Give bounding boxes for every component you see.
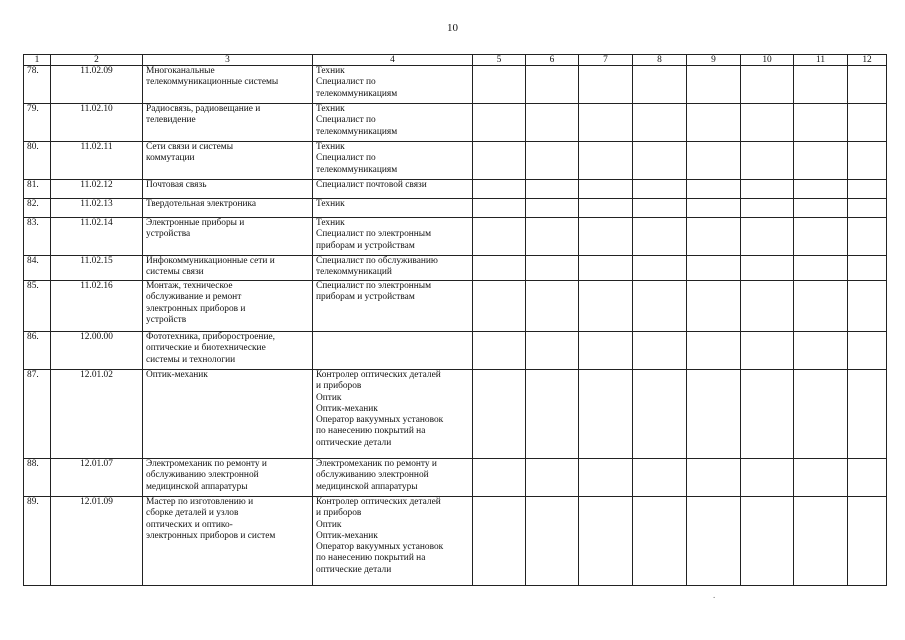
qualification-line: и приборов bbox=[316, 381, 362, 392]
column-number-5: 5 bbox=[473, 55, 526, 66]
column-number-row bbox=[24, 55, 887, 66]
qualification-cell bbox=[313, 332, 473, 370]
qualification-line: Техник bbox=[316, 104, 345, 114]
empty-cell-col-9 bbox=[687, 180, 741, 199]
empty-cell-col-9 bbox=[687, 199, 741, 218]
empty-cell-col-5 bbox=[473, 199, 526, 218]
empty-cell-col-12 bbox=[848, 66, 887, 104]
qualification-line: Техник bbox=[316, 218, 345, 228]
qualification-line: по нанесению покрытий на bbox=[316, 426, 426, 437]
specialty-name-cell bbox=[143, 218, 313, 256]
empty-cell-col-11 bbox=[794, 497, 848, 586]
column-number-11: 11 bbox=[794, 55, 848, 66]
empty-cell-col-9 bbox=[687, 142, 741, 180]
specialty-name-cell bbox=[143, 459, 313, 497]
row-number-cell: 79. bbox=[24, 104, 51, 142]
empty-cell-col-9 bbox=[687, 256, 741, 281]
table-row bbox=[24, 497, 887, 586]
empty-cell-col-6 bbox=[526, 497, 579, 586]
row-number-cell: 81. bbox=[24, 180, 51, 199]
specialty-code-cell: 11.02.09 bbox=[51, 66, 143, 104]
empty-cell-col-8 bbox=[633, 256, 687, 281]
qualification-line: Техник bbox=[316, 199, 345, 209]
row-number-cell: 86. bbox=[24, 332, 51, 370]
empty-cell-col-5 bbox=[473, 104, 526, 142]
qualification-cell bbox=[313, 104, 473, 142]
empty-cell-col-9 bbox=[687, 104, 741, 142]
empty-cell-col-12 bbox=[848, 104, 887, 142]
empty-cell-col-6 bbox=[526, 199, 579, 218]
specialty-code-cell: 11.02.11 bbox=[51, 142, 143, 180]
empty-cell-col-11 bbox=[794, 180, 848, 199]
empty-cell-col-9 bbox=[687, 459, 741, 497]
empty-cell-col-7 bbox=[579, 104, 633, 142]
qualification-line: приборам и устройствам bbox=[316, 240, 415, 251]
specialty-name-line: оптические и биотехнические bbox=[146, 343, 266, 354]
table-row bbox=[24, 256, 887, 281]
table-row bbox=[24, 281, 887, 332]
empty-cell-col-11 bbox=[794, 199, 848, 218]
empty-cell-col-5 bbox=[473, 370, 526, 459]
qualification-cell bbox=[313, 459, 473, 497]
qualification-line: Специалист по обслуживанию bbox=[316, 256, 438, 266]
specialty-name-line: Радиосвязь, радиовещание и bbox=[146, 104, 261, 114]
qualification-cell bbox=[313, 281, 473, 332]
qualification-line: Оператор вакуумных установок bbox=[316, 415, 444, 426]
empty-cell-col-10 bbox=[741, 199, 794, 218]
row-number-cell: 82. bbox=[24, 199, 51, 218]
specialty-name-line: Сети связи и системы bbox=[146, 142, 234, 152]
empty-cell-col-6 bbox=[526, 281, 579, 332]
empty-cell-col-10 bbox=[741, 332, 794, 370]
empty-cell-col-12 bbox=[848, 142, 887, 180]
column-number-8: 8 bbox=[633, 55, 687, 66]
empty-cell-col-5 bbox=[473, 281, 526, 332]
empty-cell-col-5 bbox=[473, 459, 526, 497]
specialty-name-cell bbox=[143, 497, 313, 586]
specialty-name-line: Монтаж, техническое bbox=[146, 281, 233, 291]
empty-cell-col-6 bbox=[526, 218, 579, 256]
empty-cell-col-9 bbox=[687, 332, 741, 370]
row-number-cell: 88. bbox=[24, 459, 51, 497]
specialty-name-line: Фототехника, приборостроение, bbox=[146, 332, 275, 342]
empty-cell-col-7 bbox=[579, 459, 633, 497]
empty-cell-col-8 bbox=[633, 281, 687, 332]
specialty-name-line: устройства bbox=[146, 229, 191, 240]
empty-cell-col-8 bbox=[633, 459, 687, 497]
empty-cell-col-9 bbox=[687, 370, 741, 459]
qualification-line: обслуживанию электронной bbox=[316, 470, 429, 481]
empty-cell-col-10 bbox=[741, 281, 794, 332]
table-row bbox=[24, 104, 887, 142]
empty-cell-col-7 bbox=[579, 256, 633, 281]
specialty-name-cell bbox=[143, 256, 313, 281]
empty-cell-col-10 bbox=[741, 497, 794, 586]
empty-cell-col-11 bbox=[794, 281, 848, 332]
specialty-code-cell: 12.01.02 bbox=[51, 370, 143, 459]
empty-cell-col-12 bbox=[848, 218, 887, 256]
qualification-line: оптические детали bbox=[316, 437, 392, 448]
empty-cell-col-8 bbox=[633, 142, 687, 180]
empty-cell-col-11 bbox=[794, 218, 848, 256]
empty-cell-col-10 bbox=[741, 66, 794, 104]
empty-cell-col-9 bbox=[687, 497, 741, 586]
qualification-line: Оптик bbox=[316, 519, 342, 530]
empty-cell-col-10 bbox=[741, 218, 794, 256]
column-number-4: 4 bbox=[313, 55, 473, 66]
empty-cell-col-12 bbox=[848, 497, 887, 586]
specialty-name-cell bbox=[143, 281, 313, 332]
qualification-line: Контролер оптических деталей bbox=[316, 497, 441, 507]
empty-cell-col-12 bbox=[848, 332, 887, 370]
specialty-code-cell: 12.00.00 bbox=[51, 332, 143, 370]
empty-cell-col-7 bbox=[579, 180, 633, 199]
qualification-line: Техник bbox=[316, 66, 345, 76]
row-number-cell: 89. bbox=[24, 497, 51, 586]
qualification-line: медицинской аппаратуры bbox=[316, 481, 418, 492]
specialty-name-line: Электромеханик по ремонту и bbox=[146, 459, 267, 469]
specialty-name-cell bbox=[143, 199, 313, 218]
empty-cell-col-7 bbox=[579, 199, 633, 218]
specialty-name-line: устройств bbox=[146, 314, 187, 325]
specialty-code-cell: 11.02.16 bbox=[51, 281, 143, 332]
row-number-cell: 78. bbox=[24, 66, 51, 104]
empty-cell-col-7 bbox=[579, 332, 633, 370]
specialty-name-line: Инфокоммуникационные сети и bbox=[146, 256, 275, 266]
specialty-name-cell bbox=[143, 180, 313, 199]
qualification-line: телекоммуникаций bbox=[316, 267, 392, 278]
specialty-code-cell: 11.02.15 bbox=[51, 256, 143, 281]
table-row bbox=[24, 218, 887, 256]
qualification-line: Техник bbox=[316, 142, 345, 152]
empty-cell-col-11 bbox=[794, 66, 848, 104]
table-row bbox=[24, 459, 887, 497]
empty-cell-col-7 bbox=[579, 142, 633, 180]
specialty-name-cell bbox=[143, 142, 313, 180]
empty-cell-col-8 bbox=[633, 370, 687, 459]
specialty-name-line: обслуживание и ремонт bbox=[146, 292, 242, 303]
empty-cell-col-11 bbox=[794, 142, 848, 180]
specialty-code-cell: 11.02.14 bbox=[51, 218, 143, 256]
specialty-name-line: Электронные приборы и bbox=[146, 218, 245, 228]
empty-cell-col-12 bbox=[848, 180, 887, 199]
empty-cell-col-7 bbox=[579, 281, 633, 332]
empty-cell-col-8 bbox=[633, 497, 687, 586]
empty-cell-col-6 bbox=[526, 142, 579, 180]
empty-cell-col-5 bbox=[473, 218, 526, 256]
qualification-line: и приборов bbox=[316, 508, 362, 519]
qualification-cell bbox=[313, 218, 473, 256]
empty-cell-col-12 bbox=[848, 256, 887, 281]
qualification-line: Специалист почтовой связи bbox=[316, 180, 427, 190]
qualification-cell bbox=[313, 370, 473, 459]
specialty-name-cell bbox=[143, 66, 313, 104]
qualification-line: Специалист по электронным bbox=[316, 281, 432, 291]
qualification-line: телекоммуникациям bbox=[316, 126, 398, 137]
column-number-3: 3 bbox=[143, 55, 313, 66]
qualification-cell bbox=[313, 497, 473, 586]
empty-cell-col-9 bbox=[687, 66, 741, 104]
table-row bbox=[24, 370, 887, 459]
page-number: 10 bbox=[447, 22, 458, 34]
specialty-name-line: медицинской аппаратуры bbox=[146, 481, 248, 492]
empty-cell-col-12 bbox=[848, 370, 887, 459]
specialty-name-line: сборке деталей и узлов bbox=[146, 508, 239, 519]
row-number-cell: 87. bbox=[24, 370, 51, 459]
specialty-name-line: телекоммуникационные системы bbox=[146, 77, 279, 88]
empty-cell-col-8 bbox=[633, 199, 687, 218]
empty-cell-col-5 bbox=[473, 142, 526, 180]
qualification-cell bbox=[313, 256, 473, 281]
specialty-name-line: обслуживанию электронной bbox=[146, 470, 259, 481]
empty-cell-col-5 bbox=[473, 497, 526, 586]
specialty-code-cell: 12.01.09 bbox=[51, 497, 143, 586]
empty-cell-col-8 bbox=[633, 66, 687, 104]
row-number-cell: 85. bbox=[24, 281, 51, 332]
column-number-10: 10 bbox=[741, 55, 794, 66]
qualification-line: Специалист по электронным bbox=[316, 229, 432, 240]
specialty-name-line: оптических и оптико- bbox=[146, 519, 233, 530]
empty-cell-col-11 bbox=[794, 370, 848, 459]
qualification-cell bbox=[313, 142, 473, 180]
specialty-name-line: Твердотельная электроника bbox=[146, 199, 257, 209]
table-row bbox=[24, 332, 887, 370]
empty-cell-col-11 bbox=[794, 104, 848, 142]
specialty-code-cell: 12.01.07 bbox=[51, 459, 143, 497]
table-row bbox=[24, 199, 887, 218]
empty-cell-col-12 bbox=[848, 459, 887, 497]
qualification-line: Оптик bbox=[316, 392, 342, 403]
qualification-cell bbox=[313, 199, 473, 218]
empty-cell-col-11 bbox=[794, 459, 848, 497]
qualification-line: Оптик-механик bbox=[316, 530, 378, 541]
empty-cell-col-8 bbox=[633, 218, 687, 256]
specialty-name-line: электронных приборов и bbox=[146, 303, 246, 314]
qualification-line: телекоммуникациям bbox=[316, 88, 398, 99]
table-row bbox=[24, 66, 887, 104]
scan-mark: . bbox=[713, 590, 716, 600]
empty-cell-col-11 bbox=[794, 332, 848, 370]
specialty-name-line: Оптик-механик bbox=[146, 370, 208, 380]
row-number-cell: 83. bbox=[24, 218, 51, 256]
specialties-table bbox=[23, 54, 887, 586]
table-row bbox=[24, 142, 887, 180]
column-number-2: 2 bbox=[51, 55, 143, 66]
empty-cell-col-6 bbox=[526, 104, 579, 142]
qualification-line: Электромеханик по ремонту и bbox=[316, 459, 437, 469]
table-row bbox=[24, 180, 887, 199]
qualification-line: телекоммуникациям bbox=[316, 164, 398, 175]
empty-cell-col-7 bbox=[579, 370, 633, 459]
empty-cell-col-6 bbox=[526, 370, 579, 459]
qualification-line: Контролер оптических деталей bbox=[316, 370, 441, 380]
empty-cell-col-10 bbox=[741, 104, 794, 142]
specialty-name-line: Почтовая связь bbox=[146, 180, 207, 190]
empty-cell-col-6 bbox=[526, 66, 579, 104]
specialty-code-cell: 11.02.10 bbox=[51, 104, 143, 142]
qualification-line: приборам и устройствам bbox=[316, 292, 415, 303]
specialty-name-line: Многоканальные bbox=[146, 66, 215, 76]
specialty-name-line: системы связи bbox=[146, 267, 204, 278]
empty-cell-col-8 bbox=[633, 180, 687, 199]
specialty-name-cell bbox=[143, 370, 313, 459]
column-number-7: 7 bbox=[579, 55, 633, 66]
empty-cell-col-10 bbox=[741, 370, 794, 459]
specialty-name-line: коммутации bbox=[146, 153, 195, 164]
empty-cell-col-6 bbox=[526, 332, 579, 370]
empty-cell-col-6 bbox=[526, 180, 579, 199]
empty-cell-col-6 bbox=[526, 256, 579, 281]
empty-cell-col-6 bbox=[526, 459, 579, 497]
empty-cell-col-5 bbox=[473, 256, 526, 281]
specialty-name-line: системы и технологии bbox=[146, 354, 236, 365]
column-number-6: 6 bbox=[526, 55, 579, 66]
qualification-cell bbox=[313, 180, 473, 199]
qualification-line: Специалист по bbox=[316, 153, 376, 164]
column-number-9: 9 bbox=[687, 55, 741, 66]
empty-cell-col-9 bbox=[687, 281, 741, 332]
empty-cell-col-5 bbox=[473, 332, 526, 370]
empty-cell-col-7 bbox=[579, 66, 633, 104]
column-number-12: 12 bbox=[848, 55, 887, 66]
empty-cell-col-8 bbox=[633, 104, 687, 142]
empty-cell-col-8 bbox=[633, 332, 687, 370]
row-number-cell: 84. bbox=[24, 256, 51, 281]
empty-cell-col-10 bbox=[741, 142, 794, 180]
specialty-name-cell bbox=[143, 104, 313, 142]
empty-cell-col-9 bbox=[687, 218, 741, 256]
specialty-name-line: электронных приборов и систем bbox=[146, 530, 276, 541]
empty-cell-col-12 bbox=[848, 199, 887, 218]
specialty-name-line: телевидение bbox=[146, 115, 196, 126]
empty-cell-col-7 bbox=[579, 497, 633, 586]
qualification-line: оптические детали bbox=[316, 564, 392, 575]
empty-cell-col-12 bbox=[848, 281, 887, 332]
specialty-code-cell: 11.02.12 bbox=[51, 180, 143, 199]
column-number-1: 1 bbox=[24, 55, 51, 66]
specialty-name-cell bbox=[143, 332, 313, 370]
qualification-line: Оптик-механик bbox=[316, 403, 378, 414]
empty-cell-col-7 bbox=[579, 218, 633, 256]
empty-cell-col-10 bbox=[741, 180, 794, 199]
qualification-line: Специалист по bbox=[316, 77, 376, 88]
specialty-name-line: Мастер по изготовлению и bbox=[146, 497, 254, 507]
empty-cell-col-11 bbox=[794, 256, 848, 281]
specialty-code-cell: 11.02.13 bbox=[51, 199, 143, 218]
empty-cell-col-5 bbox=[473, 180, 526, 199]
qualification-cell bbox=[313, 66, 473, 104]
qualification-line: Специалист по bbox=[316, 115, 376, 126]
row-number-cell: 80. bbox=[24, 142, 51, 180]
empty-cell-col-5 bbox=[473, 66, 526, 104]
qualification-line: Оператор вакуумных установок bbox=[316, 542, 444, 553]
qualification-line: по нанесению покрытий на bbox=[316, 553, 426, 564]
empty-cell-col-10 bbox=[741, 256, 794, 281]
empty-cell-col-10 bbox=[741, 459, 794, 497]
